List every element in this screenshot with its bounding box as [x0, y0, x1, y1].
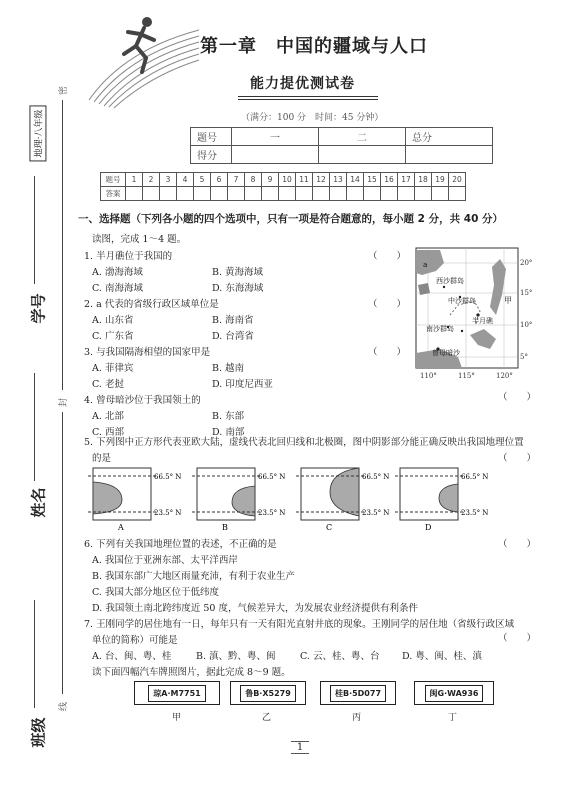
answer-cell[interactable]: [330, 187, 347, 201]
runner-logo-icon: [84, 10, 204, 110]
grade-tag: 地理·八年级: [29, 106, 46, 162]
page-subtitle: 能力提优测试卷: [250, 76, 355, 92]
question-number: 4: [177, 173, 194, 187]
score-input-cell[interactable]: [232, 146, 319, 164]
answer-paren[interactable]: （ ）: [368, 299, 407, 310]
answer-cell[interactable]: [245, 187, 262, 201]
answer-paren[interactable]: （ ）: [498, 633, 537, 644]
question-number: 3: [160, 173, 177, 187]
name-line[interactable]: [34, 373, 35, 481]
svg-text:23.5° N: 23.5° N: [154, 509, 182, 517]
score-time-info: （满分：100 分 时间：45 分钟）: [241, 113, 384, 123]
student-id-label: 学号: [29, 293, 48, 324]
seal-mark-top: 密: [59, 85, 70, 96]
question-stem: 6. 下列有关我国地理位置的表述，不正确的是: [84, 539, 277, 550]
lon-label: 120°: [496, 372, 513, 380]
question-stem-cont: 的是: [92, 453, 112, 464]
license-plate: 琼A·M7751: [134, 681, 220, 705]
license-plate: 鲁B·X5279: [230, 681, 306, 705]
question-stem: 3. 与我国隔海相望的国家甲是: [84, 347, 211, 358]
lat-label: 5°: [520, 353, 528, 361]
option: B. 越南: [212, 363, 245, 374]
question-number: 19: [432, 173, 449, 187]
score-table-cell: 二: [319, 128, 406, 146]
option: A. 菲律宾: [92, 363, 134, 374]
answer-cell[interactable]: [313, 187, 330, 201]
question-stem: 1. 半月礁位于我国的: [84, 251, 173, 262]
south-china-sea-map: [400, 245, 540, 385]
svg-text:66.5° N: 66.5° N: [154, 473, 182, 481]
question-stem: 5. 下列图中正方形代表亚欧大陆，虚线代表北回归线和北极圈，图中阴影部分能正确反映出我国地理位置: [84, 437, 524, 448]
option: B. 黄海海域: [212, 267, 264, 278]
option: A. 台、闽、粤、桂: [92, 651, 172, 662]
svg-text:66.5° N: 66.5° N: [362, 473, 390, 481]
license-plate: 桂B·5D077: [320, 681, 396, 705]
score-input-cell[interactable]: [406, 146, 493, 164]
section-heading: 一、选择题（下列各小题的四个选项中，只有一项是符合题意的，每小题 2 分，共 40 分）: [78, 213, 504, 225]
answer-cell[interactable]: [143, 187, 160, 201]
q5-diagram-b: [192, 462, 302, 532]
svg-text:A: A: [118, 523, 124, 532]
map-label-jia: 甲: [504, 296, 512, 305]
option: B. 东部: [212, 411, 245, 422]
class-line[interactable]: [34, 600, 35, 708]
plate-label: 丙: [352, 713, 362, 723]
answer-cell[interactable]: [126, 187, 143, 201]
question-stem-cont: 单位的简称）可能是: [92, 635, 178, 646]
option: A. 我国位于亚洲东部、太平洋西岸: [92, 555, 238, 566]
svg-text:23.5° N: 23.5° N: [362, 509, 390, 517]
option: B. 海南省: [212, 315, 254, 326]
question-number: 16: [381, 173, 398, 187]
svg-text:D: D: [425, 523, 432, 532]
plate-label: 丁: [448, 713, 458, 723]
option: C. 老挝: [92, 379, 124, 390]
q5-diagram-d: [395, 462, 505, 532]
svg-text:B: B: [222, 523, 228, 532]
question-stem: 2. a 代表的省级行政区域单位是: [84, 299, 219, 310]
seal-mark-bottom: 线: [59, 701, 70, 712]
q5-diagram-a: [88, 462, 198, 532]
answer-cell[interactable]: [415, 187, 432, 201]
question-number: 15: [364, 173, 381, 187]
plates-intro: 读下面四幅汽车牌照图片，据此完成 8～9 题。: [92, 667, 291, 678]
answer-paren[interactable]: （ ）: [498, 539, 537, 550]
option: A. 山东省: [92, 315, 134, 326]
answer-paren[interactable]: （ ）: [368, 251, 407, 262]
page-title: 第一章 中国的疆域与人口: [200, 36, 428, 57]
answer-paren[interactable]: （ ）: [368, 347, 407, 358]
plate-label: 甲: [172, 713, 182, 723]
question-number: 6: [211, 173, 228, 187]
question-number: 9: [262, 173, 279, 187]
map-label-banyuejiao: 半月礁: [472, 317, 493, 325]
question-stem: 4. 曾母暗沙位于我国领土的: [84, 395, 201, 406]
question-number: 11: [296, 173, 313, 187]
answer-paren[interactable]: （ ）: [498, 453, 537, 464]
option: A. 渤海海域: [92, 267, 143, 278]
answer-cell[interactable]: [432, 187, 449, 201]
question-number: 8: [245, 173, 262, 187]
section-intro: 读图，完成 1～4 题。: [92, 234, 187, 245]
student-id-line[interactable]: [34, 176, 35, 284]
answer-cell[interactable]: [279, 187, 296, 201]
option: D. 南部: [212, 427, 245, 438]
score-input-cell[interactable]: [319, 146, 406, 164]
svg-text:66.5° N: 66.5° N: [258, 473, 286, 481]
question-number: 20: [449, 173, 466, 187]
map-label-a: a: [423, 261, 428, 269]
question-number: 7: [228, 173, 245, 187]
svg-text:23.5° N: 23.5° N: [258, 509, 286, 517]
question-number: 10: [279, 173, 296, 187]
option: D. 东海海域: [212, 283, 264, 294]
question-number: 13: [330, 173, 347, 187]
score-table-cell: 题号: [191, 128, 232, 146]
map-label-zengmu: 曾母暗沙: [432, 349, 460, 357]
answer-cell[interactable]: [177, 187, 194, 201]
question-number: 18: [415, 173, 432, 187]
question-number: 14: [347, 173, 364, 187]
answer-cell[interactable]: [211, 187, 228, 201]
lat-label: 10°: [520, 321, 533, 329]
svg-text:23.5° N: 23.5° N: [461, 509, 489, 517]
option: A. 北部: [92, 411, 124, 422]
answer-cell[interactable]: [449, 187, 466, 201]
sidebar-rule: [62, 412, 63, 694]
page-number-value: 1: [291, 741, 309, 754]
svg-text:C: C: [326, 523, 333, 532]
option: C. 云、桂、粤、台: [300, 651, 380, 662]
answer-cell[interactable]: [262, 187, 279, 201]
score-table-cell: 一: [232, 128, 319, 146]
option: C. 我国大部分地区位于低纬度: [92, 587, 219, 598]
option: D. 粤、闽、桂、滇: [402, 651, 482, 662]
question-number: 12: [313, 173, 330, 187]
score-table-cell: 总分: [406, 128, 493, 146]
answer-row-header: 答案: [101, 187, 126, 201]
question-number: 5: [194, 173, 211, 187]
answer-cell[interactable]: [398, 187, 415, 201]
answer-cell[interactable]: [296, 187, 313, 201]
lon-label: 110°: [420, 372, 437, 380]
option: D. 我国领土南北跨纬度近 50 度，气候差异大，为发展农业经济提供有利条件: [92, 603, 418, 614]
q5-diagram-c: [296, 462, 406, 532]
sidebar-rule: [62, 100, 63, 390]
option: D. 印度尼西亚: [212, 379, 273, 390]
answer-paren[interactable]: （ ）: [498, 392, 537, 403]
question-number: 1: [126, 173, 143, 187]
lon-label: 115°: [458, 372, 475, 380]
seal-mark-mid: 封: [59, 397, 70, 408]
option: C. 广东省: [92, 331, 134, 342]
option: C. 西部: [92, 427, 124, 438]
license-plate: 闽G·WA936: [414, 681, 494, 705]
answer-table: [100, 172, 466, 201]
answer-cell[interactable]: [228, 187, 245, 201]
name-label: 姓名: [29, 487, 48, 518]
question-number: 2: [143, 173, 160, 187]
option: C. 南海海域: [92, 283, 143, 294]
map-label-nansha: 南沙群岛: [426, 325, 454, 333]
option: B. 我国东部广大地区雨量充沛，有利于农业生产: [92, 571, 296, 582]
answer-cell[interactable]: [160, 187, 177, 201]
lat-label: 20°: [520, 259, 533, 267]
option: D. 台湾省: [212, 331, 254, 342]
class-label: 班级: [29, 717, 48, 748]
score-table: [190, 127, 493, 164]
plate-label: 乙: [262, 713, 272, 723]
svg-text:66.5° N: 66.5° N: [461, 473, 489, 481]
option: B. 滇、黔、粤、闽: [196, 651, 276, 662]
lat-label: 15°: [520, 289, 533, 297]
answer-cell[interactable]: [347, 187, 364, 201]
question-stem: 7. 王刚同学的居住地有一日，每年只有一天有阳光直射井底的现象。王刚同学的居住地（省级行政区域: [84, 619, 515, 630]
subtitle-underline: [238, 96, 378, 100]
answer-cell[interactable]: [364, 187, 381, 201]
map-label-xisha: 西沙群岛: [436, 277, 464, 285]
answer-cell[interactable]: [194, 187, 211, 201]
answer-table-header: 题号: [101, 173, 126, 187]
score-table-cell: 得分: [191, 146, 232, 164]
answer-cell[interactable]: [381, 187, 398, 201]
question-number: 17: [398, 173, 415, 187]
page-number: [270, 742, 330, 753]
map-label-zhongsha: 中沙群岛: [448, 297, 476, 305]
